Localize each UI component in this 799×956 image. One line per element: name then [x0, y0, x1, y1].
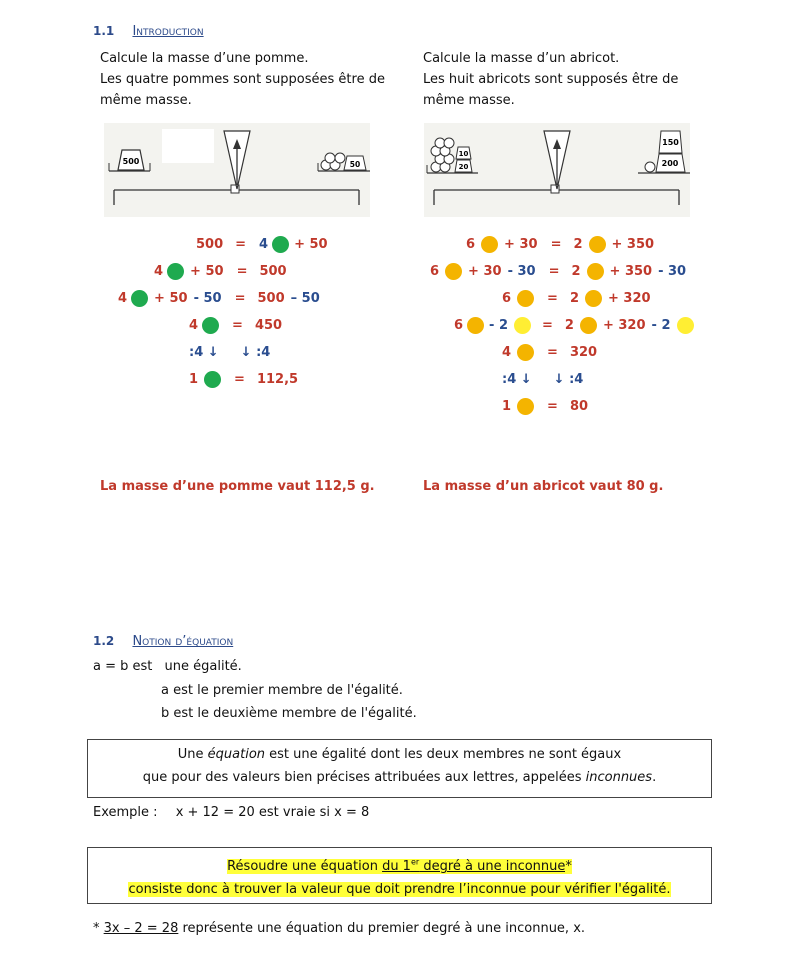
eq-term: 1	[189, 371, 199, 387]
eq-equals: =	[547, 344, 558, 360]
apricot-dot-icon	[517, 398, 534, 415]
example-line	[93, 802, 369, 823]
balance-apples-illustration	[104, 123, 370, 217]
apricot-dot-icon	[585, 290, 602, 307]
section-number: 1.2	[93, 634, 115, 648]
eq-term: 1	[502, 398, 512, 414]
apple-dot-icon	[167, 263, 184, 280]
eq-divide-left: :4 ↓	[189, 344, 219, 360]
left-eq-row-6	[189, 368, 298, 390]
left-eq-row-1	[196, 233, 328, 255]
apple-dot-icon	[204, 371, 221, 388]
right-intro-line1: Calcule la masse d’un abricot.	[423, 51, 620, 66]
solve-degree-sup: er	[410, 858, 420, 867]
eq-term: 80	[569, 398, 589, 414]
eq-term: - 50	[193, 290, 222, 306]
section-heading-1-2	[93, 634, 233, 649]
eq-term: - 30	[507, 263, 536, 279]
solve-text: Résoudre une équation	[227, 859, 383, 875]
eq-term: 6	[454, 317, 464, 333]
apple-dot-icon	[202, 317, 219, 334]
left-eq-row-4	[189, 314, 282, 336]
eq-term: + 50	[154, 290, 188, 306]
equality-line-3: b est le deuxième membre de l'égalité.	[161, 706, 417, 721]
eq-term: 2	[573, 236, 583, 252]
right-eq-row-7	[502, 395, 588, 417]
right-conclusion: La masse d’un abricot vaut 80 g.	[423, 479, 664, 494]
equation-definition-box	[87, 739, 712, 798]
apple-dot-icon	[131, 290, 148, 307]
eq-term: 450	[254, 317, 283, 333]
eq-divide-right: ↓ :4	[553, 371, 584, 387]
eq-term: + 350	[609, 263, 653, 279]
solve-line-2	[88, 878, 711, 901]
left-intro-line2: Les quatre pommes sont supposées être de	[100, 72, 385, 87]
equality-description: une égalité.	[164, 659, 242, 674]
eq-term: - 2	[651, 317, 671, 333]
eq-equals: =	[550, 236, 562, 252]
apricot-dot-icon	[517, 344, 534, 361]
definition-text: que pour des valeurs bien précises attribuées aux lettres, appelées	[142, 770, 586, 785]
eq-term: 4	[189, 317, 199, 333]
solve-degree-text	[382, 859, 565, 874]
section-title: Introduction	[132, 24, 204, 39]
apricot-dot-icon	[587, 263, 604, 280]
eq-equals: =	[236, 263, 248, 279]
eq-term: 320	[569, 344, 598, 360]
eq-term: 500	[196, 236, 224, 252]
weight-50-label: 50	[349, 160, 361, 169]
right-eq-row-6	[502, 368, 583, 390]
definition-line-1	[88, 743, 711, 766]
apricot-dot-icon	[517, 290, 534, 307]
right-eq-row-1	[466, 233, 654, 255]
eq-term: 4	[502, 344, 512, 360]
eq-term: 6	[466, 236, 476, 252]
eq-term: 6	[430, 263, 440, 279]
eq-divide-left: :4 ↓	[502, 371, 532, 387]
eq-term: - 30	[658, 263, 687, 279]
definition-text: .	[652, 770, 657, 785]
apricot-dot-icon	[467, 317, 484, 334]
eq-term: 112,5	[256, 371, 299, 387]
eq-term: – 50	[290, 290, 320, 306]
apricot-dot-icon	[445, 263, 462, 280]
equality-line-2: a est le premier membre de l'égalité.	[161, 683, 403, 698]
apricot-dot-icon	[589, 236, 606, 253]
definition-line-2	[88, 766, 711, 789]
weight-20-label: 20	[458, 163, 469, 171]
solve-degree: du 1	[382, 859, 411, 875]
eq-term: + 30	[468, 263, 502, 279]
apricot-dot-icon	[580, 317, 597, 334]
right-eq-row-2	[430, 260, 686, 282]
left-conclusion: La masse d’une pomme vaut 112,5 g.	[100, 479, 375, 494]
footnote-text: représente une équation du premier degré à une inconnue, x.	[178, 921, 586, 936]
eq-term: + 350	[611, 236, 655, 252]
solve-line-1	[88, 851, 711, 878]
definition-text: Une	[177, 747, 208, 762]
apricot-yellow-dot-icon	[677, 317, 694, 334]
eq-equals: =	[234, 371, 245, 387]
definition-term: équation	[207, 747, 266, 762]
definition-text: est une égalité dont les deux membres ne sont égaux	[265, 747, 622, 762]
apricot-yellow-dot-icon	[514, 317, 531, 334]
section-title: Notion d’équation	[132, 634, 234, 649]
footnote-star: *	[93, 921, 104, 936]
weight-150-label: 150	[662, 138, 679, 147]
eq-term: 4	[118, 290, 128, 306]
right-eq-row-5	[502, 341, 597, 363]
solve-asterisk: *	[565, 859, 572, 875]
right-eq-row-3	[502, 287, 651, 309]
eq-term: + 30	[504, 236, 538, 252]
section-number: 1.1	[93, 24, 115, 38]
eq-term: + 320	[602, 317, 646, 333]
weight-500-label: 500	[122, 157, 140, 166]
example-text: x + 12 = 20 est vraie si x = 8	[175, 805, 370, 820]
apricot-dot-icon	[481, 236, 498, 253]
solve-equation-box	[87, 847, 712, 904]
footnote	[93, 918, 585, 939]
eq-divide-right: ↓ :4	[240, 344, 271, 360]
left-eq-row-5	[189, 341, 270, 363]
solve-text: consiste donc à trouver la valeur que doit prendre l’inconnue pour vérifier l'égalité.	[128, 882, 671, 898]
eq-equals: =	[234, 290, 246, 306]
balance-apricots-illustration	[424, 123, 690, 217]
right-intro	[423, 48, 678, 111]
left-eq-row-2	[154, 260, 287, 282]
eq-term: - 2	[489, 317, 509, 333]
weight-200-label: 200	[661, 159, 679, 168]
eq-equals: =	[542, 317, 553, 333]
eq-equals: =	[232, 317, 243, 333]
eq-equals: =	[548, 263, 560, 279]
eq-term: 4	[154, 263, 164, 279]
footnote-equation: 3x – 2 = 28	[103, 921, 179, 936]
eq-equals: =	[547, 290, 558, 306]
eq-term: 2	[564, 317, 574, 333]
eq-term: 500	[257, 290, 285, 306]
eq-term: + 50	[190, 263, 224, 279]
eq-term: + 320	[608, 290, 651, 306]
right-intro-line3: même masse.	[423, 93, 515, 108]
eq-term: 2	[569, 290, 579, 306]
left-eq-row-3	[118, 287, 320, 309]
eq-equals: =	[547, 398, 558, 414]
example-label: Exemple :	[93, 805, 158, 820]
right-eq-row-4	[454, 314, 694, 336]
eq-term: 2	[571, 263, 581, 279]
eq-term: + 50	[294, 236, 328, 252]
definition-term: inconnues	[585, 770, 653, 785]
eq-term: 4	[259, 236, 269, 252]
apple-dot-icon	[272, 236, 289, 253]
left-intro-line3: même masse.	[100, 93, 192, 108]
eq-term: 6	[502, 290, 512, 306]
equality-expression: a = b est	[93, 659, 153, 674]
equality-line-1	[93, 656, 242, 677]
weight-10-label: 10	[458, 150, 469, 158]
left-intro	[100, 48, 385, 111]
left-intro-line1: Calcule la masse d’une pomme.	[100, 51, 309, 66]
solve-degree-rest: degré à une inconnue	[419, 859, 566, 875]
section-heading-1-1	[93, 24, 204, 39]
eq-term: 500	[259, 263, 287, 279]
eq-equals: =	[235, 236, 247, 252]
right-intro-line2: Les huit abricots sont supposés être de	[423, 72, 679, 87]
